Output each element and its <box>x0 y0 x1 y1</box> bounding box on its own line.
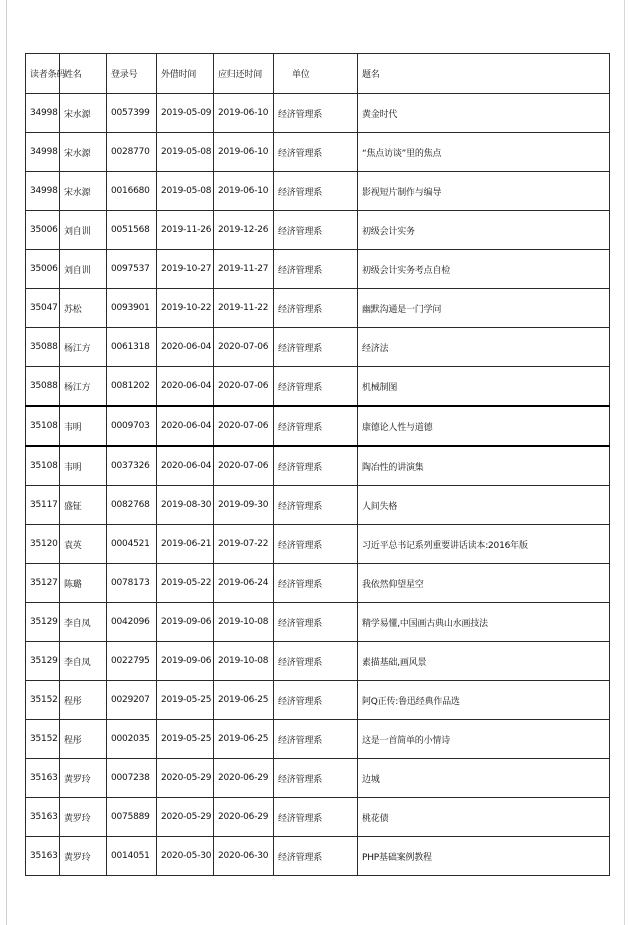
name-cell: 韦明 <box>60 446 107 486</box>
department-cell: 经济管理系 <box>274 250 358 289</box>
department-cell: 经济管理系 <box>274 94 358 133</box>
reader-barcode-cell: 35163 <box>26 759 60 798</box>
table-row <box>26 406 610 446</box>
borrow-date-cell: 2019-09-06 <box>157 642 214 681</box>
name-cell: 黄罗玲 <box>60 759 107 798</box>
name-cell: 黄罗玲 <box>60 837 107 876</box>
due-date-cell: 2020-06-30 <box>214 837 274 876</box>
accession-no-cell: 0097537 <box>107 250 157 289</box>
due-date-cell: 2019-06-25 <box>214 681 274 720</box>
reader-barcode-cell: 35152 <box>26 681 60 720</box>
table-row <box>26 837 610 876</box>
due-date-cell: 2020-07-06 <box>214 367 274 407</box>
borrow-date-cell: 2020-05-29 <box>157 759 214 798</box>
due-date-cell: 2020-07-06 <box>214 406 274 446</box>
table-row <box>26 172 610 211</box>
title-cell: 陶冶性的讲演集 <box>358 446 610 486</box>
borrow-date-cell: 2019-10-22 <box>157 289 214 328</box>
table-row <box>26 681 610 720</box>
department-cell: 经济管理系 <box>274 133 358 172</box>
name-cell: 刘自训 <box>60 250 107 289</box>
accession-no-cell: 0004521 <box>107 525 157 564</box>
name-cell: 苏松 <box>60 289 107 328</box>
due-date-cell: 2019-07-22 <box>214 525 274 564</box>
department-cell: 经济管理系 <box>274 681 358 720</box>
header-reader-barcode: 读者条码 <box>26 54 60 94</box>
accession-no-cell: 0042096 <box>107 603 157 642</box>
borrow-date-cell: 2019-11-26 <box>157 211 214 250</box>
due-date-cell: 2019-06-10 <box>214 133 274 172</box>
name-cell: 刘自训 <box>60 211 107 250</box>
title-cell: 人间失格 <box>358 486 610 525</box>
department-cell: 经济管理系 <box>274 720 358 759</box>
title-cell: 习近平总书记系列重要讲话读本:2016年版 <box>358 525 610 564</box>
accession-no-cell: 0002035 <box>107 720 157 759</box>
accession-no-cell: 0016680 <box>107 172 157 211</box>
due-date-cell: 2019-12-26 <box>214 211 274 250</box>
title-cell: “焦点访谈”里的焦点 <box>358 133 610 172</box>
accession-no-cell: 0022795 <box>107 642 157 681</box>
reader-barcode-cell: 35163 <box>26 837 60 876</box>
reader-barcode-cell: 35120 <box>26 525 60 564</box>
reader-barcode-cell: 35047 <box>26 289 60 328</box>
title-cell: 幽默沟通是一门学问 <box>358 289 610 328</box>
borrow-date-cell: 2019-06-21 <box>157 525 214 564</box>
reader-barcode-cell: 35129 <box>26 642 60 681</box>
due-date-cell: 2020-06-29 <box>214 798 274 837</box>
reader-barcode-cell: 35152 <box>26 720 60 759</box>
name-cell: 宋水源 <box>60 172 107 211</box>
table-body <box>26 94 610 876</box>
title-cell: 这是一首简单的小情诗 <box>358 720 610 759</box>
accession-no-cell: 0037326 <box>107 446 157 486</box>
title-cell: 阿Q正传:鲁迅经典作品选 <box>358 681 610 720</box>
department-cell: 经济管理系 <box>274 367 358 407</box>
loan-records-table <box>25 53 610 876</box>
table-row <box>26 798 610 837</box>
reader-barcode-cell: 35127 <box>26 564 60 603</box>
reader-barcode-cell: 35163 <box>26 798 60 837</box>
reader-barcode-cell: 34998 <box>26 172 60 211</box>
due-date-cell: 2019-11-27 <box>214 250 274 289</box>
borrow-date-cell: 2020-06-04 <box>157 446 214 486</box>
due-date-cell: 2020-06-29 <box>214 759 274 798</box>
title-cell: 影视短片制作与编导 <box>358 172 610 211</box>
reader-barcode-cell: 35129 <box>26 603 60 642</box>
table-row <box>26 367 610 407</box>
reader-barcode-cell: 35088 <box>26 367 60 407</box>
name-cell: 杨江方 <box>60 367 107 407</box>
header-title: 题名 <box>358 54 610 94</box>
table-row <box>26 250 610 289</box>
borrow-date-cell: 2019-10-27 <box>157 250 214 289</box>
title-cell: 边城 <box>358 759 610 798</box>
department-cell: 经济管理系 <box>274 289 358 328</box>
page-edge-left <box>6 0 7 925</box>
title-cell: 经济法 <box>358 328 610 367</box>
reader-barcode-cell: 35117 <box>26 486 60 525</box>
due-date-cell: 2019-09-30 <box>214 486 274 525</box>
title-cell: 康德论人性与道德 <box>358 406 610 446</box>
accession-no-cell: 0051568 <box>107 211 157 250</box>
borrow-date-cell: 2019-08-30 <box>157 486 214 525</box>
table-row <box>26 289 610 328</box>
due-date-cell: 2019-06-10 <box>214 172 274 211</box>
table-row <box>26 94 610 133</box>
title-cell: 我依然仰望星空 <box>358 564 610 603</box>
due-date-cell: 2019-06-25 <box>214 720 274 759</box>
department-cell: 经济管理系 <box>274 525 358 564</box>
name-cell: 黄罗玲 <box>60 798 107 837</box>
title-cell: 机械制图 <box>358 367 610 407</box>
title-cell: 桃花债 <box>358 798 610 837</box>
borrow-date-cell: 2019-05-09 <box>157 94 214 133</box>
reader-barcode-cell: 35006 <box>26 211 60 250</box>
borrow-date-cell: 2019-05-08 <box>157 172 214 211</box>
accession-no-cell: 0009703 <box>107 406 157 446</box>
reader-barcode-cell: 35108 <box>26 446 60 486</box>
due-date-cell: 2019-06-10 <box>214 94 274 133</box>
name-cell: 李自凤 <box>60 603 107 642</box>
table-row <box>26 133 610 172</box>
borrow-date-cell: 2019-05-08 <box>157 133 214 172</box>
table-row <box>26 525 610 564</box>
table-row <box>26 564 610 603</box>
borrow-date-cell: 2020-05-29 <box>157 798 214 837</box>
borrow-date-cell: 2020-06-04 <box>157 367 214 407</box>
accession-no-cell: 0093901 <box>107 289 157 328</box>
header-name: 姓名 <box>60 54 107 94</box>
department-cell: 经济管理系 <box>274 642 358 681</box>
table-row <box>26 486 610 525</box>
borrow-date-cell: 2020-05-30 <box>157 837 214 876</box>
reader-barcode-cell: 35108 <box>26 406 60 446</box>
borrow-date-cell: 2020-06-04 <box>157 328 214 367</box>
reader-barcode-cell: 34998 <box>26 94 60 133</box>
borrow-date-cell: 2019-05-25 <box>157 681 214 720</box>
borrow-date-cell: 2020-06-04 <box>157 406 214 446</box>
name-cell: 袁英 <box>60 525 107 564</box>
table-row <box>26 328 610 367</box>
header-department: 单位 <box>274 54 358 94</box>
due-date-cell: 2020-07-06 <box>214 446 274 486</box>
department-cell: 经济管理系 <box>274 603 358 642</box>
accession-no-cell: 0075889 <box>107 798 157 837</box>
header-due-date: 应归还时间 <box>214 54 274 94</box>
due-date-cell: 2019-06-24 <box>214 564 274 603</box>
reader-barcode-cell: 34998 <box>26 133 60 172</box>
department-cell: 经济管理系 <box>274 837 358 876</box>
table-row <box>26 603 610 642</box>
accession-no-cell: 0007238 <box>107 759 157 798</box>
borrow-date-cell: 2019-09-06 <box>157 603 214 642</box>
name-cell: 宋水源 <box>60 94 107 133</box>
department-cell: 经济管理系 <box>274 798 358 837</box>
due-date-cell: 2019-10-08 <box>214 642 274 681</box>
header-borrow-date: 外借时间 <box>157 54 214 94</box>
name-cell: 李自凤 <box>60 642 107 681</box>
accession-no-cell: 0014051 <box>107 837 157 876</box>
title-cell: 黄金时代 <box>358 94 610 133</box>
borrow-date-cell: 2019-05-25 <box>157 720 214 759</box>
title-cell: PHP基础案例教程 <box>358 837 610 876</box>
name-cell: 韦明 <box>60 406 107 446</box>
due-date-cell: 2019-11-22 <box>214 289 274 328</box>
title-cell: 素描基础,画风景 <box>358 642 610 681</box>
name-cell: 程彤 <box>60 681 107 720</box>
name-cell: 杨江方 <box>60 328 107 367</box>
table-row <box>26 759 610 798</box>
name-cell: 程彤 <box>60 720 107 759</box>
name-cell: 宋水源 <box>60 133 107 172</box>
header-accession-no: 登录号 <box>107 54 157 94</box>
department-cell: 经济管理系 <box>274 328 358 367</box>
department-cell: 经济管理系 <box>274 564 358 603</box>
title-cell: 初级会计实务 <box>358 211 610 250</box>
header-row <box>26 54 610 94</box>
table-row <box>26 211 610 250</box>
name-cell: 盛钲 <box>60 486 107 525</box>
name-cell: 陈璐 <box>60 564 107 603</box>
department-cell: 经济管理系 <box>274 406 358 446</box>
reader-barcode-cell: 35088 <box>26 328 60 367</box>
department-cell: 经济管理系 <box>274 446 358 486</box>
table-row <box>26 642 610 681</box>
page-edge-right <box>624 0 625 925</box>
due-date-cell: 2019-10-08 <box>214 603 274 642</box>
accession-no-cell: 0061318 <box>107 328 157 367</box>
title-cell: 初级会计实务考点自检 <box>358 250 610 289</box>
department-cell: 经济管理系 <box>274 759 358 798</box>
table-row <box>26 446 610 486</box>
accession-no-cell: 0082768 <box>107 486 157 525</box>
title-cell: 精学易懂,中国画古典山水画技法 <box>358 603 610 642</box>
table-row <box>26 720 610 759</box>
department-cell: 经济管理系 <box>274 211 358 250</box>
borrow-date-cell: 2019-05-22 <box>157 564 214 603</box>
accession-no-cell: 0028770 <box>107 133 157 172</box>
department-cell: 经济管理系 <box>274 172 358 211</box>
reader-barcode-cell: 35006 <box>26 250 60 289</box>
accession-no-cell: 0078173 <box>107 564 157 603</box>
accession-no-cell: 0081202 <box>107 367 157 407</box>
accession-no-cell: 0057399 <box>107 94 157 133</box>
department-cell: 经济管理系 <box>274 486 358 525</box>
due-date-cell: 2020-07-06 <box>214 328 274 367</box>
accession-no-cell: 0029207 <box>107 681 157 720</box>
